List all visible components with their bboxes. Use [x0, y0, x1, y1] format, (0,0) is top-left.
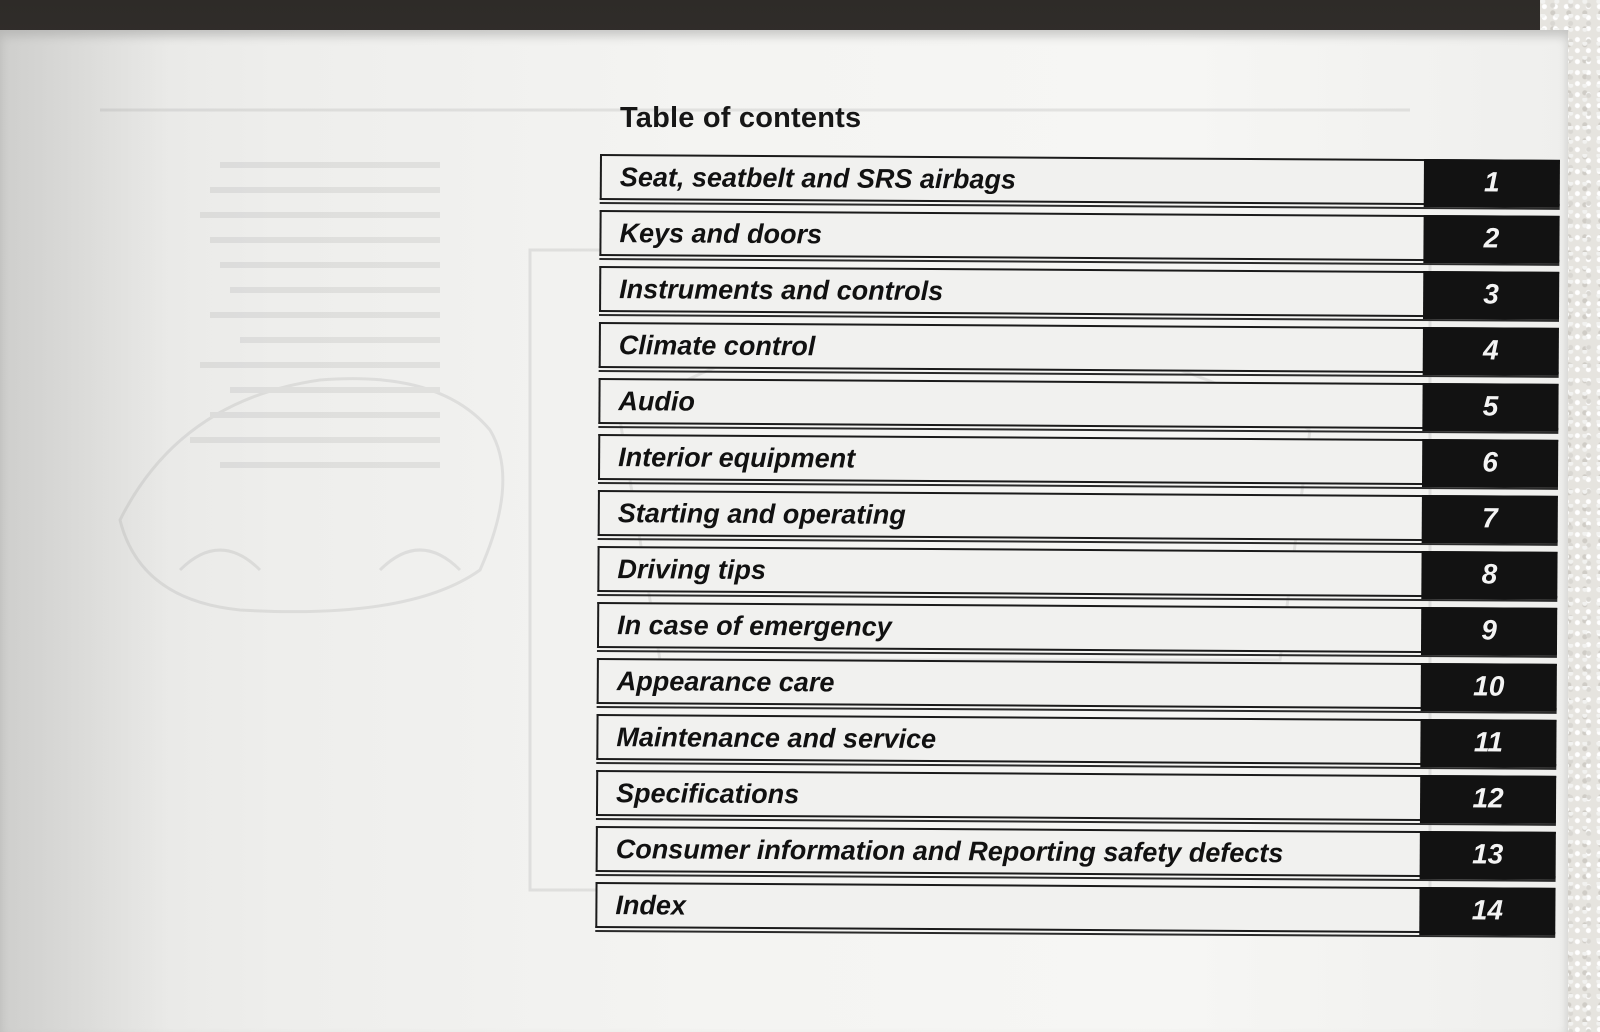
toc-item-interior-equipment[interactable]	[598, 434, 1558, 486]
toc-item-keys-and-doors[interactable]	[599, 210, 1559, 262]
toc-item-instruments-and-controls[interactable]	[599, 266, 1559, 318]
toc-item-label: Specifications	[616, 778, 800, 810]
chapter-tab-number[interactable]: 2	[1423, 215, 1559, 264]
chapter-tab-number[interactable]: 10	[1421, 663, 1557, 712]
chapter-tab-number[interactable]: 8	[1421, 551, 1557, 600]
toc-item-in-case-of-emergency[interactable]	[597, 602, 1557, 654]
toc-item-appearance-care[interactable]	[597, 658, 1557, 710]
toc-item-index[interactable]	[595, 882, 1555, 934]
toc-item-maintenance-and-service[interactable]	[596, 714, 1556, 766]
chapter-tab-number[interactable]: 13	[1420, 831, 1556, 880]
chapter-tab-number[interactable]: 1	[1424, 159, 1560, 208]
toc-item-label: In case of emergency	[617, 610, 892, 642]
toc-item-label: Audio	[618, 386, 696, 417]
toc-item-label: Consumer information and Reporting safety defects	[615, 834, 1284, 869]
toc-item-seat-seatbelt-srs-airbags[interactable]	[600, 154, 1560, 206]
chapter-tab-number[interactable]: 4	[1423, 327, 1559, 376]
toc-item-starting-and-operating[interactable]	[598, 490, 1558, 542]
chapter-tab-number[interactable]: 7	[1422, 495, 1558, 544]
toc-item-consumer-information[interactable]	[596, 826, 1556, 878]
ghost-car-wheel-right	[380, 550, 460, 570]
toc-list	[595, 154, 1560, 944]
toc-item-label: Climate control	[618, 330, 816, 362]
toc-item-label: Index	[615, 890, 687, 921]
chapter-tab-number[interactable]: 12	[1420, 775, 1556, 824]
toc-item-label: Starting and operating	[617, 498, 906, 530]
manual-page	[0, 30, 1568, 1032]
chapter-tab-number[interactable]: 14	[1419, 887, 1555, 936]
toc-item-label: Instruments and controls	[619, 274, 944, 307]
toc-item-label: Driving tips	[617, 554, 767, 586]
toc-item-climate-control[interactable]	[599, 322, 1559, 374]
chapter-tab-number[interactable]: 6	[1422, 439, 1558, 488]
toc-item-label: Keys and doors	[619, 218, 823, 250]
toc-item-driving-tips[interactable]	[597, 546, 1557, 598]
toc-item-label: Maintenance and service	[616, 722, 937, 755]
page-title: Table of contents	[620, 102, 862, 134]
toc-item-label: Interior equipment	[618, 442, 856, 474]
ghost-car-wheel-left	[180, 550, 260, 570]
toc-item-audio[interactable]	[598, 378, 1558, 430]
toc-item-specifications[interactable]	[596, 770, 1556, 822]
toc-item-label: Appearance care	[616, 666, 835, 698]
chapter-tab-number[interactable]: 5	[1422, 383, 1558, 432]
chapter-tab-number[interactable]: 9	[1421, 607, 1557, 656]
chapter-tab-number[interactable]: 3	[1423, 271, 1559, 320]
toc-item-label: Seat, seatbelt and SRS airbags	[619, 162, 1017, 195]
chapter-tab-number[interactable]: 11	[1420, 719, 1556, 768]
